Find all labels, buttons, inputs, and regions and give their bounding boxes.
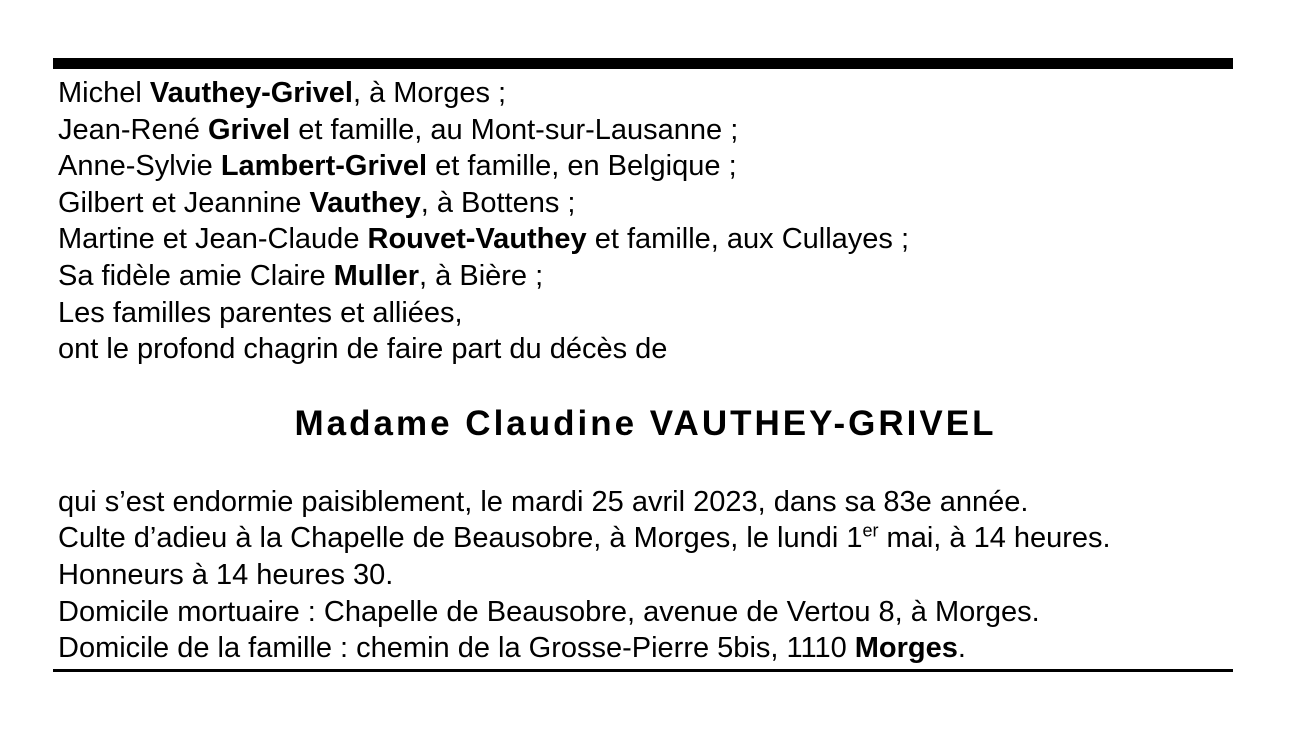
family-line-7: Les familles parentes et alliées, [58,296,463,329]
detail-line-family-address: Domicile de la famille : chemin de la Grosse-Pierre 5bis, 1110 Morges. [58,632,966,665]
family-line-6: Sa fidèle amie Claire Muller, à Bière ; [58,259,544,292]
detail-line-mortuary: Domicile mortuaire : Chapelle de Beausobre, avenue de Vertou 8, à Morges. [58,595,1040,628]
death-notice [53,58,1233,672]
family-line-1: Michel Vauthey-Grivel, à Morges ; [58,77,507,109]
deceased-name: Madame Claudine VAUTHEY-GRIVEL [294,403,997,443]
detail-line-service: Culte d’adieu à la Chapelle de Beausobre, à Morges, le lundi 1er mai, à 14 heures. [58,520,1111,555]
bottom-rule [53,669,1233,672]
detail-line-death: qui s’est endormie paisiblement, le mardi 25 avril 2023, dans sa 83e année. [58,485,1029,518]
detail-line-honours: Honneurs à 14 heures 30. [58,558,394,591]
family-line-8: ont le profond chagrin de faire part du décès de [58,333,668,366]
family-line-5: Martine et Jean-Claude Rouvet-Vauthey et famille, aux Cullayes ; [58,223,910,256]
family-line-2: Jean-René Grivel et famille, au Mont-sur-Lausanne ; [58,113,739,146]
family-line-3: Anne-Sylvie Lambert-Grivel et famille, en Belgique ; [58,150,737,183]
top-rule [53,58,1233,69]
family-line-4: Gilbert et Jeannine Vauthey, à Bottens ; [58,186,576,219]
